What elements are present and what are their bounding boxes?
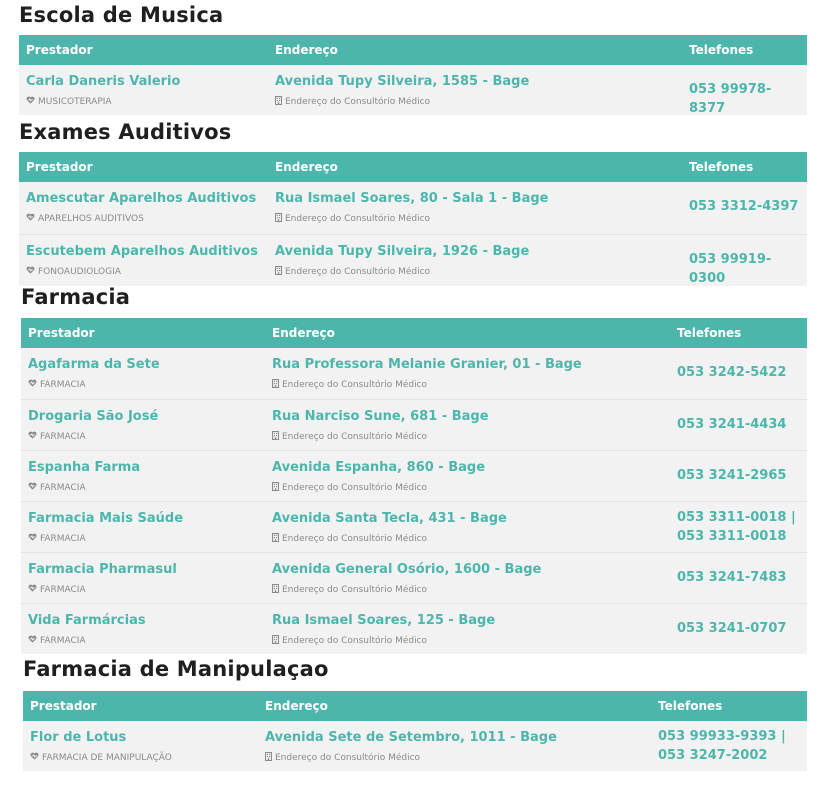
table-row <box>21 399 807 451</box>
section-title: Farmacia <box>21 285 131 309</box>
address-link[interactable]: Rua Professora Melanie Granier, 01 - Bage <box>272 357 582 372</box>
column-header-prestador: Prestador <box>26 160 93 174</box>
building-icon <box>275 266 285 278</box>
column-header-telefones: Telefones <box>658 699 723 713</box>
address-note-label: Endereço do Consultório Médico <box>282 585 428 595</box>
column-header-endereco: Endereço <box>272 326 335 340</box>
phone-link[interactable]: 053 3241-2965 <box>677 468 787 483</box>
phone-link[interactable]: 053 3242-5422 <box>677 365 787 380</box>
address-note-label: Endereço do Consultório Médico <box>285 214 431 224</box>
provider-specialty <box>28 379 86 390</box>
address-link[interactable]: Avenida Espanha, 860 - Bage <box>272 460 486 475</box>
provider-name-link[interactable]: Farmacia Pharmasul <box>28 562 177 577</box>
table-row <box>19 65 807 115</box>
address-note <box>272 482 427 494</box>
table-header <box>21 318 807 348</box>
building-icon <box>272 482 282 494</box>
column-header-telefones: Telefones <box>677 326 742 340</box>
address-link[interactable]: Avenida Sete de Setembro, 1011 - Bage <box>265 730 557 745</box>
address-note <box>272 431 427 443</box>
phone-link[interactable]: 053 99978-8377 <box>689 82 772 116</box>
column-header-prestador: Prestador <box>26 43 93 57</box>
address-note <box>265 752 420 764</box>
building-icon <box>275 213 285 225</box>
address-note-label: Endereço do Consultório Médico <box>282 534 428 544</box>
specialty-label: FARMACIA <box>40 431 86 442</box>
address-link[interactable]: Avenida Santa Tecla, 431 - Bage <box>272 511 507 526</box>
address-note <box>272 635 427 647</box>
address-note <box>275 96 430 108</box>
provider-table <box>19 152 807 286</box>
heart-pulse-icon <box>30 752 42 763</box>
address-note-label: Endereço do Consultório Médico <box>282 483 428 493</box>
provider-table <box>21 318 807 654</box>
section-title: Escola de Musica <box>19 3 224 27</box>
heart-pulse-icon <box>28 379 40 390</box>
specialty-label: FARMACIA <box>40 533 86 544</box>
address-link[interactable]: Rua Ismael Soares, 125 - Bage <box>272 613 496 628</box>
provider-name-link[interactable]: Amescutar Aparelhos Auditivos <box>26 191 257 206</box>
specialty-label: MUSICOTERAPIA <box>38 96 112 107</box>
section-title: Exames Auditivos <box>19 120 232 144</box>
provider-specialty <box>28 584 86 595</box>
specialty-label: FARMACIA <box>40 482 86 493</box>
table-row <box>21 552 807 604</box>
address-note <box>272 584 427 596</box>
provider-name-link[interactable]: Agafarma da Sete <box>28 357 160 372</box>
provider-table <box>19 35 807 115</box>
column-header-prestador: Prestador <box>28 326 95 340</box>
phone-link[interactable]: 053 99919-0300 <box>689 252 772 286</box>
provider-name-link[interactable]: Farmacia Mais Saúde <box>28 511 184 526</box>
address-note-label: Endereço do Consultório Médico <box>275 753 421 763</box>
address-note-label: Endereço do Consultório Médico <box>282 636 428 646</box>
address-note <box>272 533 427 545</box>
address-note <box>275 213 430 225</box>
specialty-label: FARMACIA <box>40 584 86 595</box>
provider-name-link[interactable]: Flor de Lotus <box>30 730 127 745</box>
heart-pulse-icon <box>28 482 40 493</box>
specialty-label: FARMACIA DE MANIPULAÇÃO <box>42 752 172 763</box>
provider-specialty <box>26 266 121 277</box>
phone-link[interactable]: 053 99933-9393 | 053 3247-2002 <box>658 729 786 763</box>
address-note <box>272 379 427 391</box>
column-header-endereco: Endereço <box>275 43 338 57</box>
building-icon <box>265 752 275 764</box>
address-link[interactable]: Avenida Tupy Silveira, 1585 - Bage <box>275 74 530 89</box>
provider-name-link[interactable]: Vida Farmárcias <box>28 613 146 628</box>
provider-name-link[interactable]: Escutebem Aparelhos Auditivos <box>26 244 258 259</box>
address-note-label: Endereço do Consultório Médico <box>285 97 431 107</box>
specialty-label: FONOAUDIOLOGIA <box>38 266 121 277</box>
column-header-endereco: Endereço <box>275 160 338 174</box>
specialty-label: APARELHOS AUDITIVOS <box>38 213 144 224</box>
table-row <box>21 501 807 553</box>
address-note <box>275 266 430 278</box>
column-header-telefones: Telefones <box>689 43 754 57</box>
provider-specialty <box>28 533 86 544</box>
provider-specialty <box>26 213 144 224</box>
provider-table <box>23 691 807 771</box>
address-link[interactable]: Rua Narciso Sune, 681 - Bage <box>272 409 489 424</box>
table-row <box>19 234 807 287</box>
heart-pulse-icon <box>28 533 40 544</box>
heart-pulse-icon <box>26 96 38 107</box>
address-note-label: Endereço do Consultório Médico <box>282 432 428 442</box>
address-link[interactable]: Rua Ismael Soares, 80 - Sala 1 - Bage <box>275 191 549 206</box>
phone-link[interactable]: 053 3311-0018 | 053 3311-0018 <box>677 510 796 544</box>
heart-pulse-icon <box>26 213 38 224</box>
building-icon <box>272 533 282 545</box>
phone-link[interactable]: 053 3241-7483 <box>677 570 787 585</box>
address-link[interactable]: Avenida General Osório, 1600 - Bage <box>272 562 542 577</box>
table-row <box>21 348 807 399</box>
building-icon <box>272 379 282 391</box>
heart-pulse-icon <box>26 266 38 277</box>
column-header-prestador: Prestador <box>30 699 97 713</box>
address-link[interactable]: Avenida Tupy Silveira, 1926 - Bage <box>275 244 530 259</box>
phone-link[interactable]: 053 3241-4434 <box>677 417 787 432</box>
address-note-label: Endereço do Consultório Médico <box>285 267 431 277</box>
table-header <box>23 691 807 721</box>
provider-specialty <box>28 431 86 442</box>
section-title: Farmacia de Manipulaçao <box>23 657 329 681</box>
table-row <box>19 182 807 234</box>
column-header-endereco: Endereço <box>265 699 328 713</box>
building-icon <box>272 635 282 647</box>
specialty-label: FARMACIA <box>40 379 86 390</box>
table-header <box>19 152 807 182</box>
heart-pulse-icon <box>28 584 40 595</box>
heart-pulse-icon <box>28 431 40 442</box>
table-row <box>21 450 807 502</box>
provider-name-link[interactable]: Carla Daneris Valerio <box>26 74 181 89</box>
phone-link[interactable]: 053 3241-0707 <box>677 621 787 636</box>
table-header <box>19 35 807 65</box>
provider-specialty <box>30 752 172 763</box>
specialty-label: FARMACIA <box>40 635 86 646</box>
building-icon <box>272 431 282 443</box>
provider-name-link[interactable]: Espanha Farma <box>28 460 141 475</box>
phone-link[interactable]: 053 3312-4397 <box>689 199 799 214</box>
provider-specialty <box>28 635 86 646</box>
provider-specialty <box>28 482 86 493</box>
provider-specialty <box>26 96 112 107</box>
building-icon <box>275 96 285 108</box>
column-header-telefones: Telefones <box>689 160 754 174</box>
heart-pulse-icon <box>28 635 40 646</box>
table-row <box>21 603 807 655</box>
building-icon <box>272 584 282 596</box>
address-note-label: Endereço do Consultório Médico <box>282 380 428 390</box>
provider-name-link[interactable]: Drogaria São José <box>28 409 159 424</box>
table-row <box>23 721 807 771</box>
